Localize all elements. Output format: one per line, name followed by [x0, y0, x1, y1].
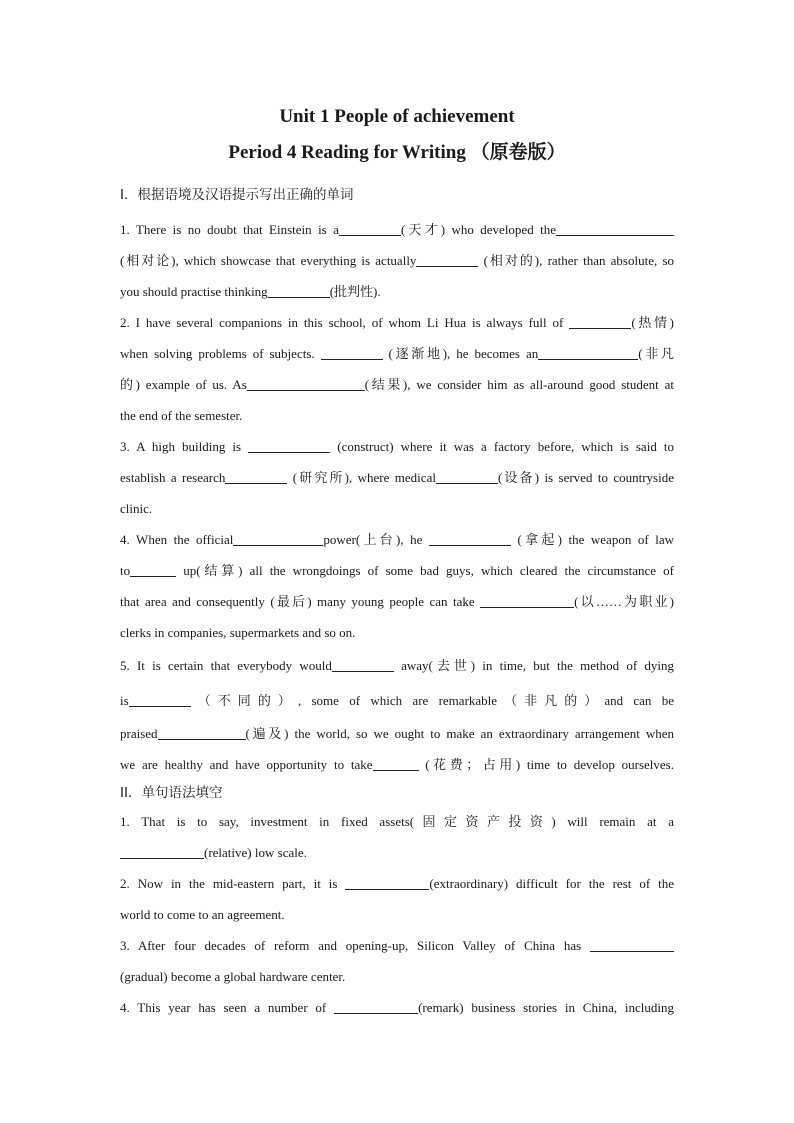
answer-blank[interactable] [556, 221, 674, 236]
q1-line-1: 1. There is no doubt that Einstein is a (天才) who developed the [120, 214, 674, 245]
q2-line-3: 的) example of us. As (结果), we consider him as all-around good student at [120, 377, 674, 392]
question-4 [120, 524, 674, 648]
question-5 [120, 648, 674, 780]
section-1-numeral: I． [120, 187, 138, 203]
unit-title: Unit 1 People of achievement [279, 106, 515, 127]
q1-line-3: you should practise thinking (批判性). [120, 284, 381, 299]
answer-blank[interactable] [334, 999, 418, 1014]
grammar-question-4 [120, 992, 674, 1023]
answer-blank[interactable] [130, 562, 176, 577]
g3-line-1: 3. After four decades of reform and opening-up, Silicon Valley of China has [120, 930, 674, 961]
g2-line-2: world to come to an agreement. [120, 907, 285, 922]
answer-blank[interactable] [590, 937, 674, 952]
q4-line-1: 4. When the official power(上台), he (拿起) the weapon of law [120, 532, 674, 547]
answer-blank[interactable] [345, 875, 429, 890]
answer-blank[interactable] [416, 252, 478, 267]
g1-line-2: (relative) low scale. [120, 837, 674, 868]
grammar-question-1 [120, 806, 674, 868]
title-block [0, 104, 794, 166]
q4-line-3: that area and consequently (最后) many young people can take (以……为职业) [120, 594, 674, 609]
q2-line-1: 2. I have several companions in this school, of whom Li Hua is always full of (热情) [120, 315, 674, 330]
grammar-question-3 [120, 930, 674, 992]
answer-blank[interactable] [373, 756, 419, 771]
g2-line-1: 2. Now in the mid-eastern part, it is (extraordinary) difficult for the rest of the [120, 876, 674, 891]
q4-line-2: to up(结算) all the wrongdoings of some bad guys, which cleared the circumstance of [120, 563, 674, 578]
answer-blank[interactable] [569, 314, 631, 329]
grammar-question-2 [120, 868, 674, 930]
answer-blank[interactable] [321, 345, 383, 360]
q1-line-2: (相对论), which showcase that everything is actually (相对的), rather than absolute, so [120, 253, 674, 268]
q3-line-3: clinic. [120, 501, 153, 516]
section-1-heading [120, 182, 674, 208]
answer-blank[interactable] [158, 725, 246, 740]
q5-line-2: is （不同的）, some of which are remarkable（非凡的）and can be [120, 693, 674, 708]
answer-blank[interactable] [538, 345, 638, 360]
answer-blank[interactable] [247, 376, 365, 391]
answer-blank[interactable] [429, 531, 511, 546]
period-title: Period 4 Reading for Writing （原卷版） [228, 142, 566, 163]
section-2-title: 单句语法填空 [141, 785, 223, 801]
q5-line-1: 5. It is certain that everybody would away(去世) in time, but the method of dying [120, 658, 674, 673]
section-1-title: 根据语境及汉语提示写出正确的单词 [137, 187, 354, 203]
section-2-heading [120, 780, 674, 806]
q5-line-4: we are healthy and have opportunity to take (花费；占用) time to develop ourselves. [120, 757, 674, 772]
question-3 [120, 431, 674, 524]
question-1 [120, 214, 674, 307]
q4-line-4: clerks in companies, supermarkets and so on. [120, 625, 356, 640]
q2-line-4: the end of the semester. [120, 408, 243, 423]
answer-blank[interactable] [120, 844, 204, 859]
g1-line-1: 1. That is to say, investment in fixed assets(固定资产投资) will remain at a [120, 814, 674, 829]
answer-blank[interactable] [480, 593, 574, 608]
answer-blank[interactable] [248, 438, 330, 453]
q5-line-3: praised (遍及) the world, so we ought to make an extraordinary arrangement when [120, 726, 674, 741]
q3-line-1: 3. A high building is (construct) where it was a factory before, which is said to [120, 439, 675, 454]
answer-blank[interactable] [233, 531, 323, 546]
answer-blank[interactable] [339, 221, 401, 236]
g3-line-2: (gradual) become a global hardware center. [120, 969, 346, 984]
g4-line-1: 4. This year has seen a number of (remark) business stories in China, including [120, 1000, 674, 1015]
answer-blank[interactable] [129, 692, 191, 707]
worksheet-content [120, 182, 674, 1023]
answer-blank[interactable] [268, 283, 330, 298]
answer-blank[interactable] [225, 469, 287, 484]
answer-blank[interactable] [332, 657, 394, 672]
q3-line-2: establish a research (研究所), where medical (设备) is served to countryside [120, 470, 674, 485]
section-2-numeral: II． [120, 785, 142, 801]
answer-blank[interactable] [436, 469, 498, 484]
q2-line-2: when solving problems of subjects. (逐渐地), he becomes an (非凡 [120, 346, 674, 361]
question-2 [120, 307, 674, 431]
